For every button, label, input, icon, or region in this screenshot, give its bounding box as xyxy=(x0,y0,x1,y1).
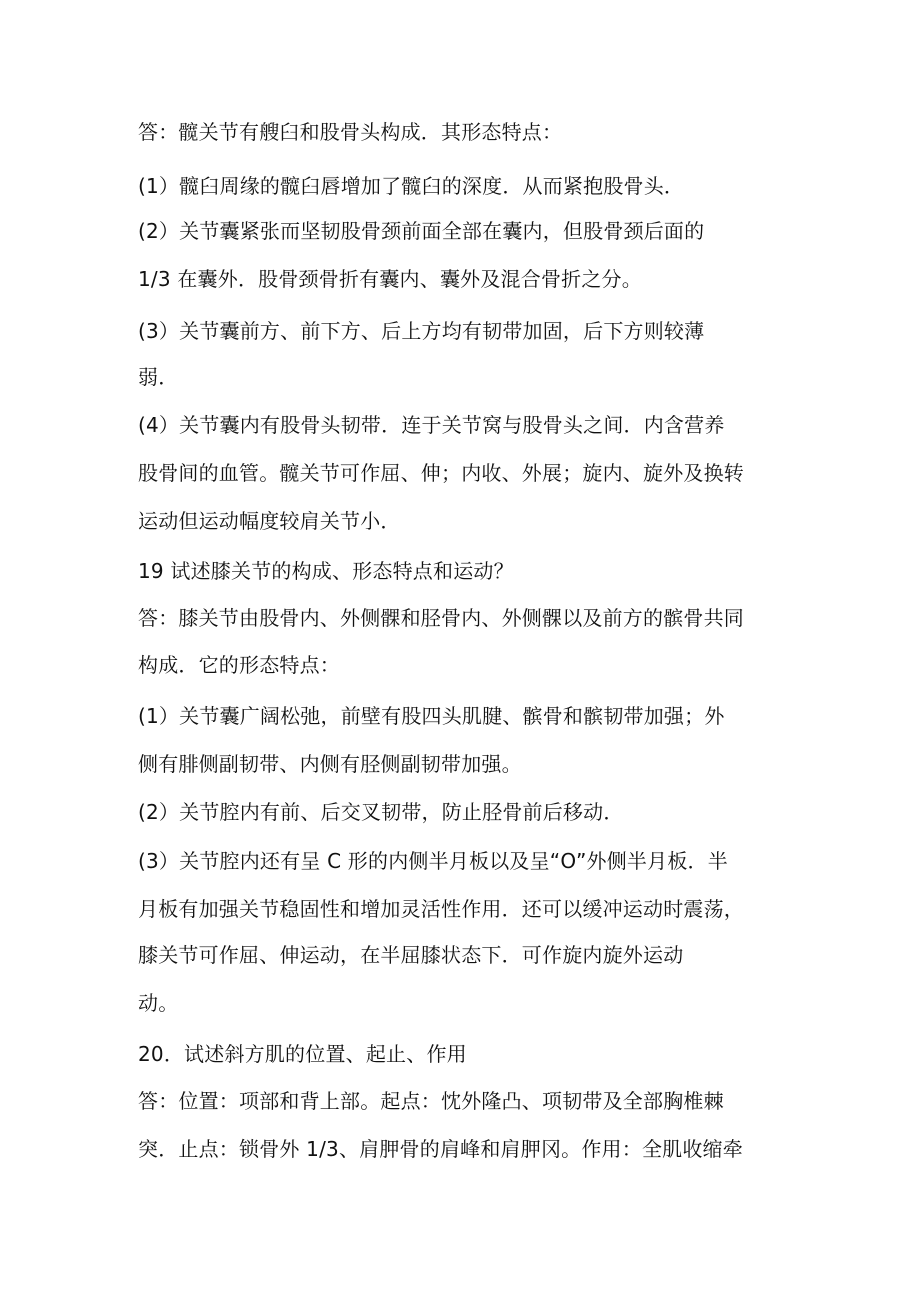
text-line: 运动但运动幅度较肩关节小． xyxy=(138,509,401,533)
section-heading: 20．试述斜方肌的位置、起止、作用 xyxy=(138,1042,467,1066)
text-line: 股骨间的血管。髋关节可作屈、伸；内收、外展；旋内、旋外及换转 xyxy=(138,461,744,485)
text-line: 构成．它的形态特点： xyxy=(138,653,340,677)
text-line: (1）关节囊广阔松弛，前壁有股四头肌腱、髌骨和髌韧带加强；外 xyxy=(138,704,725,728)
text-line: 突．止点：锁骨外 1/3、肩胛骨的肩峰和肩胛冈。作用：全肌收缩牵 xyxy=(138,1137,743,1161)
text-line: 1/3 在囊外．股骨颈骨折有囊内、囊外及混合骨折之分。 xyxy=(138,267,642,291)
text-line: 弱． xyxy=(138,365,179,389)
text-line: (1）髋臼周缘的髋臼唇增加了髋臼的深度．从而紧抱股骨头． xyxy=(138,174,685,198)
text-line: 答：髋关节有艘臼和股骨头构成．其形态特点： xyxy=(138,120,563,144)
section-heading: 19 试述膝关节的构成、形态特点和运动？ xyxy=(138,559,514,583)
text-line: 膝关节可作屈、伸运动，在半屈膝状态下．可作旋内旋外运动 xyxy=(138,943,684,967)
text-line: (2）关节腔内有前、后交叉韧带，防止胫骨前后移动． xyxy=(138,800,624,824)
text-line: 月板有加强关节稳固性和增加灵活性作用．还可以缓冲运动时震荡， xyxy=(138,897,744,921)
text-line: 侧有腓侧副韧带、内侧有胫侧副韧带加强。 xyxy=(138,752,522,776)
text-line: (4）关节囊内有股骨头韧带．连于关节窝与股骨头之间．内含营养 xyxy=(138,413,725,437)
text-line: 动。 xyxy=(138,991,179,1015)
text-line: (3）关节囊前方、前下方、后上方均有韧带加固，后下方则较薄 xyxy=(138,319,705,343)
text-line: (3）关节腔内还有呈 C 形的内侧半月板以及呈“O”外侧半月板．半 xyxy=(138,849,728,873)
text-line: (2）关节囊紧张而坚韧股骨颈前面全部在囊内，但股骨颈后面的 xyxy=(138,219,705,243)
text-line: 答：膝关节由股骨内、外侧髁和胫骨内、外侧髁以及前方的髌骨共同 xyxy=(138,606,744,630)
text-line: 答：位置：项部和背上部。起点：忱外隆凸、项韧带及全部胸椎棘 xyxy=(138,1089,724,1113)
